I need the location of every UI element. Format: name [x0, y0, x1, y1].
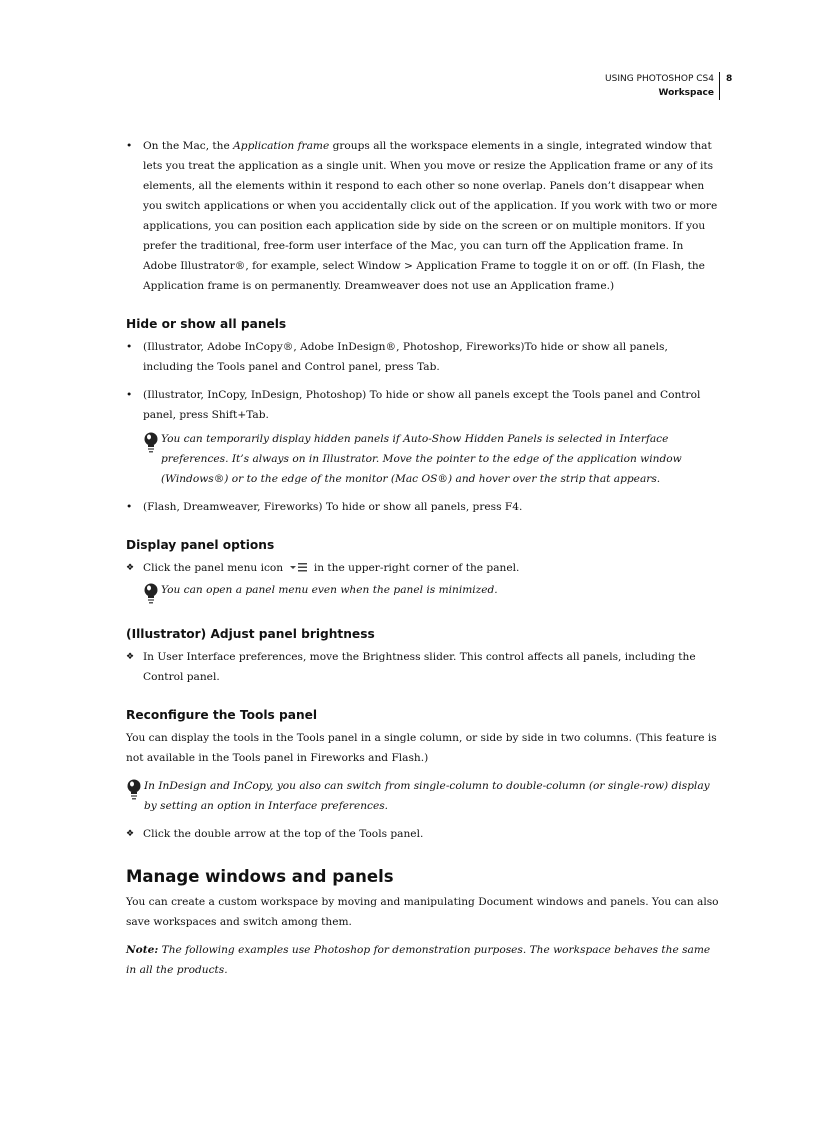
intro-post: groups all the workspace elements in a single, integrated window that lets you treat the application as a single unit. When you move or resize the Application frame or any of its elements, all the elements within it respond to each other so none overlap. Panels don’t disappear when you switch applications or when you accidentally click out of the application. If you work with two or more applications, you can position each application side by side on the screen or on multiple monitors. If you prefer the traditional, free-form user interface of the Mac, you can turn off the Application frame. In Adobe Illustrator®, for example, select Window > Application Frame to toggle it on or off. (In Flash, the Application frame is on permanently. Dreamweaver does not use an Application frame.)	[143, 140, 718, 292]
hide-show-bullet-1: (Illustrator, Adobe InCopy®, Adobe InDesign®, Photoshop, Fireworks)To hide or show all panels, including the Tools panel and Control panel, press Tab.	[143, 341, 668, 373]
step-item	[126, 558, 720, 578]
bullet-marker: •	[126, 341, 133, 353]
heading-reconfigure-tools: Reconfigure the Tools panel	[126, 708, 318, 722]
list-item	[126, 497, 720, 517]
reconfigure-body: You can display the tools in the Tools panel in a single column, or side by side in two columns. (This feature is not available in the Tools panel in Fireworks and Flash.)	[126, 732, 717, 764]
heading-adjust-brightness: (Illustrator) Adjust panel brightness	[126, 627, 375, 641]
step-marker: ❖	[126, 829, 135, 839]
heading-hide-show-panels: Hide or show all panels	[126, 317, 287, 331]
note-label: Note:	[126, 944, 159, 956]
step-post: in the upper-right corner of the panel.	[310, 562, 520, 574]
bullet-marker: •	[126, 389, 133, 401]
step-marker: ❖	[126, 652, 135, 662]
hide-show-bullet-3: (Flash, Dreamweaver, Fireworks) To hide or show all panels, press F4.	[143, 501, 523, 513]
lightbulb-icon	[143, 582, 159, 604]
tip-text: In InDesign and InCopy, you also can switch from single-column to double-column (or single-row) display by setting an option in Interface preferences.	[144, 780, 710, 812]
step-pre: Click the panel menu icon	[143, 562, 287, 574]
page-content	[126, 136, 720, 980]
hide-show-bullet-2: (Illustrator, InCopy, InDesign, Photoshop) To hide or show all panels except the Tools panel and Control panel, press Shift+Tab.	[143, 389, 701, 421]
heading-manage-windows: Manage windows and panels	[126, 867, 394, 886]
note-text: The following examples use Photoshop for demonstration purposes. The workspace behaves the same in all the products.	[126, 944, 711, 976]
tip-indesign-incopy	[126, 776, 720, 816]
tip-text: You can temporarily display hidden panels if Auto-Show Hidden Panels is selected in Interface preferences. It’s always on in Illustrator. Move the pointer to the edge of the application window (Windows®) or to the edge of the monitor (Mac OS®) and hover over the strip that appears.	[161, 433, 682, 485]
page-number: 8	[726, 74, 733, 84]
step-item	[126, 647, 720, 687]
section-title: Workspace	[658, 88, 714, 98]
list-item	[126, 337, 720, 377]
heading-display-panel-options: Display panel options	[126, 538, 275, 552]
brightness-step: In User Interface preferences, move the Brightness slider. This control affects all panels, including the Control panel.	[143, 651, 696, 683]
step-item	[126, 824, 720, 844]
panel-menu-icon	[288, 562, 308, 573]
intro-pre: On the Mac, the	[143, 140, 234, 152]
step-marker: ❖	[126, 563, 135, 573]
running-header	[605, 72, 720, 100]
lightbulb-icon	[126, 778, 142, 800]
tip-panel-menu	[143, 580, 720, 600]
doc-title: USING PHOTOSHOP CS4	[605, 74, 714, 84]
list-item-application-frame	[126, 136, 720, 296]
intro-em: Application frame	[233, 140, 330, 152]
reconfigure-step: Click the double arrow at the top of the Tools panel.	[143, 828, 424, 840]
manage-body: You can create a custom workspace by moving and manipulating Document windows and panels. You can also save workspaces and switch among them.	[126, 896, 719, 928]
list-item	[126, 385, 720, 425]
bullet-marker: •	[126, 501, 133, 513]
lightbulb-icon	[143, 431, 159, 453]
note	[126, 940, 720, 980]
tip-text: You can open a panel menu even when the panel is minimized.	[161, 584, 498, 596]
bullet-marker: •	[126, 140, 133, 152]
tip-auto-show	[143, 429, 720, 489]
